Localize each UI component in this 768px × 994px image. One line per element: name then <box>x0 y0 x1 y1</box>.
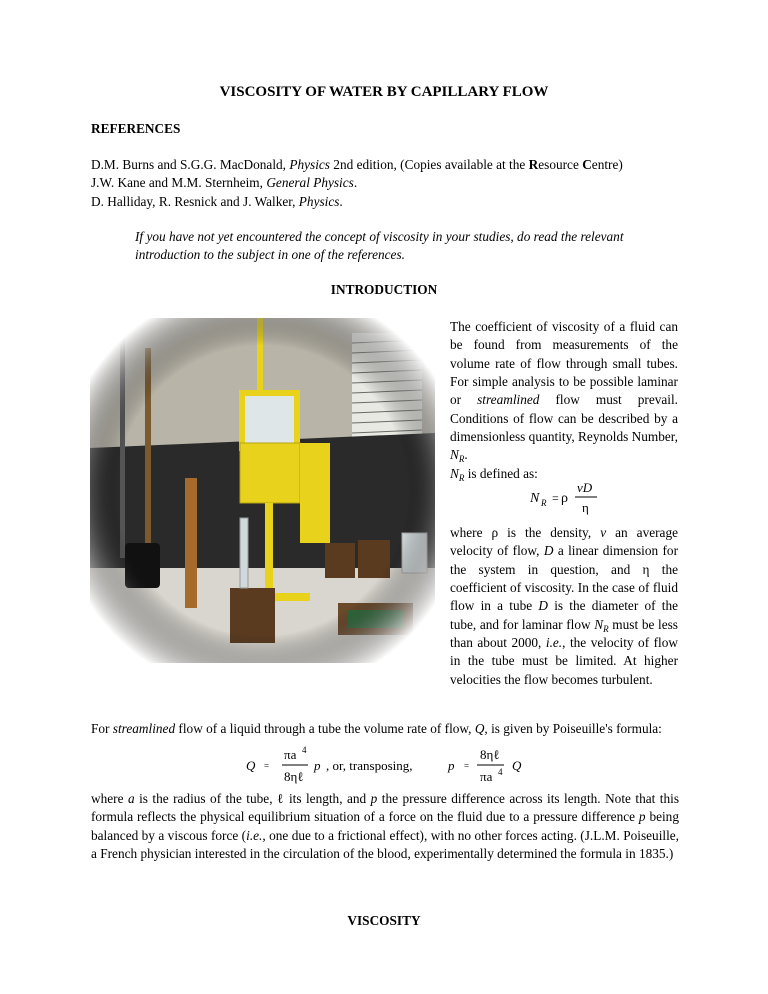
references-list <box>91 156 691 211</box>
eq-nr-rho: ρ <box>561 491 568 506</box>
introduction-paragraph-2: where ρ is the density, v an average velocity of flow, D a linear dimension for the system in question, and η the coefficient of viscosity. In the case of fluid flow in a tube D is the diameter of the tube, and for laminar flow $N_R$ must be less than about 2000, i.e., the velocity of flow in the tube must be limited. At higher velocities the flow becomes turbulent. <box>450 525 679 687</box>
eq-p: p <box>314 758 321 773</box>
eq-nr-r: R <box>541 498 547 508</box>
apparatus-photo <box>90 318 435 663</box>
eq-nr-n: N <box>530 491 540 506</box>
eq-denominator-1: 8ηℓ <box>284 769 304 784</box>
eq-numerator-2: 8ηℓ <box>480 747 500 762</box>
eq-q: Q <box>246 758 256 773</box>
page-footer: VISCOSITY <box>347 913 421 928</box>
eq-equals-1: = <box>264 761 270 771</box>
eq-numerator-1: πa <box>284 747 297 762</box>
eq-equals-2: = <box>464 761 470 771</box>
introduction-heading: INTRODUCTION <box>330 282 438 297</box>
eq-nr-denominator: η <box>582 500 589 515</box>
introduction-paragraph-1: The coefficient of viscosity of a fluid can be found from measurements of the volume rate of flow through small tubes. For simple analysis to be possible laminar or streamlined flow must prevail. Conditions of flow can be described by a dimensionless quantity, Reynolds Number, $N_R$. $N_R$ is defined as: <box>450 319 679 483</box>
poiseuille-intro: For streamlined flow of a liquid through a tube the volume rate of flow, Q, is given by Poiseuille's formula: <box>91 721 662 736</box>
reynolds-equation <box>525 478 645 516</box>
page-title: VISCOSITY OF WATER BY CAPILLARY FLOW <box>219 84 549 100</box>
eq-denominator-2: πa <box>480 769 493 784</box>
eq-q2: Q <box>512 758 522 773</box>
eq-p2: p <box>448 758 455 773</box>
poiseuille-equation <box>240 744 540 788</box>
eq-transposing: , or, transposing, <box>326 758 413 773</box>
eq-exponent-1: 4 <box>302 745 307 755</box>
poiseuille-explanation: where a is the radius of the tube, ℓ its length, and p the pressure difference across its length. Note that this formula reflects the physical equilibrium situation of a force on the fluid due to a pressure difference p being balanced by a viscous force (i.e., one due to a frictional effect), with no other forces acting. (J.L.M. Poiseuille, a French physician interested in the circulation of the blood, experimentally determined the formula in 1835.) <box>91 791 680 862</box>
eq-exponent-2: 4 <box>498 767 503 777</box>
reference-1: D.M. Burns and S.G.G. MacDonald, Physics 2nd edition, (Copies available at the Resource Centre) <box>91 157 623 172</box>
eq-nr-numerator: vD <box>577 480 593 495</box>
reference-2: J.W. Kane and M.M. Sternheim, General Physics. <box>91 175 358 191</box>
references-heading: REFERENCES <box>91 121 181 136</box>
reference-3: D. Halliday, R. Resnick and J. Walker, Physics. <box>91 193 343 209</box>
study-note: If you have not yet encountered the concept of viscosity in your studies, do read the relevant introduction to the subject in one of the references. <box>135 229 624 263</box>
eq-nr-equals: = <box>552 491 559 505</box>
